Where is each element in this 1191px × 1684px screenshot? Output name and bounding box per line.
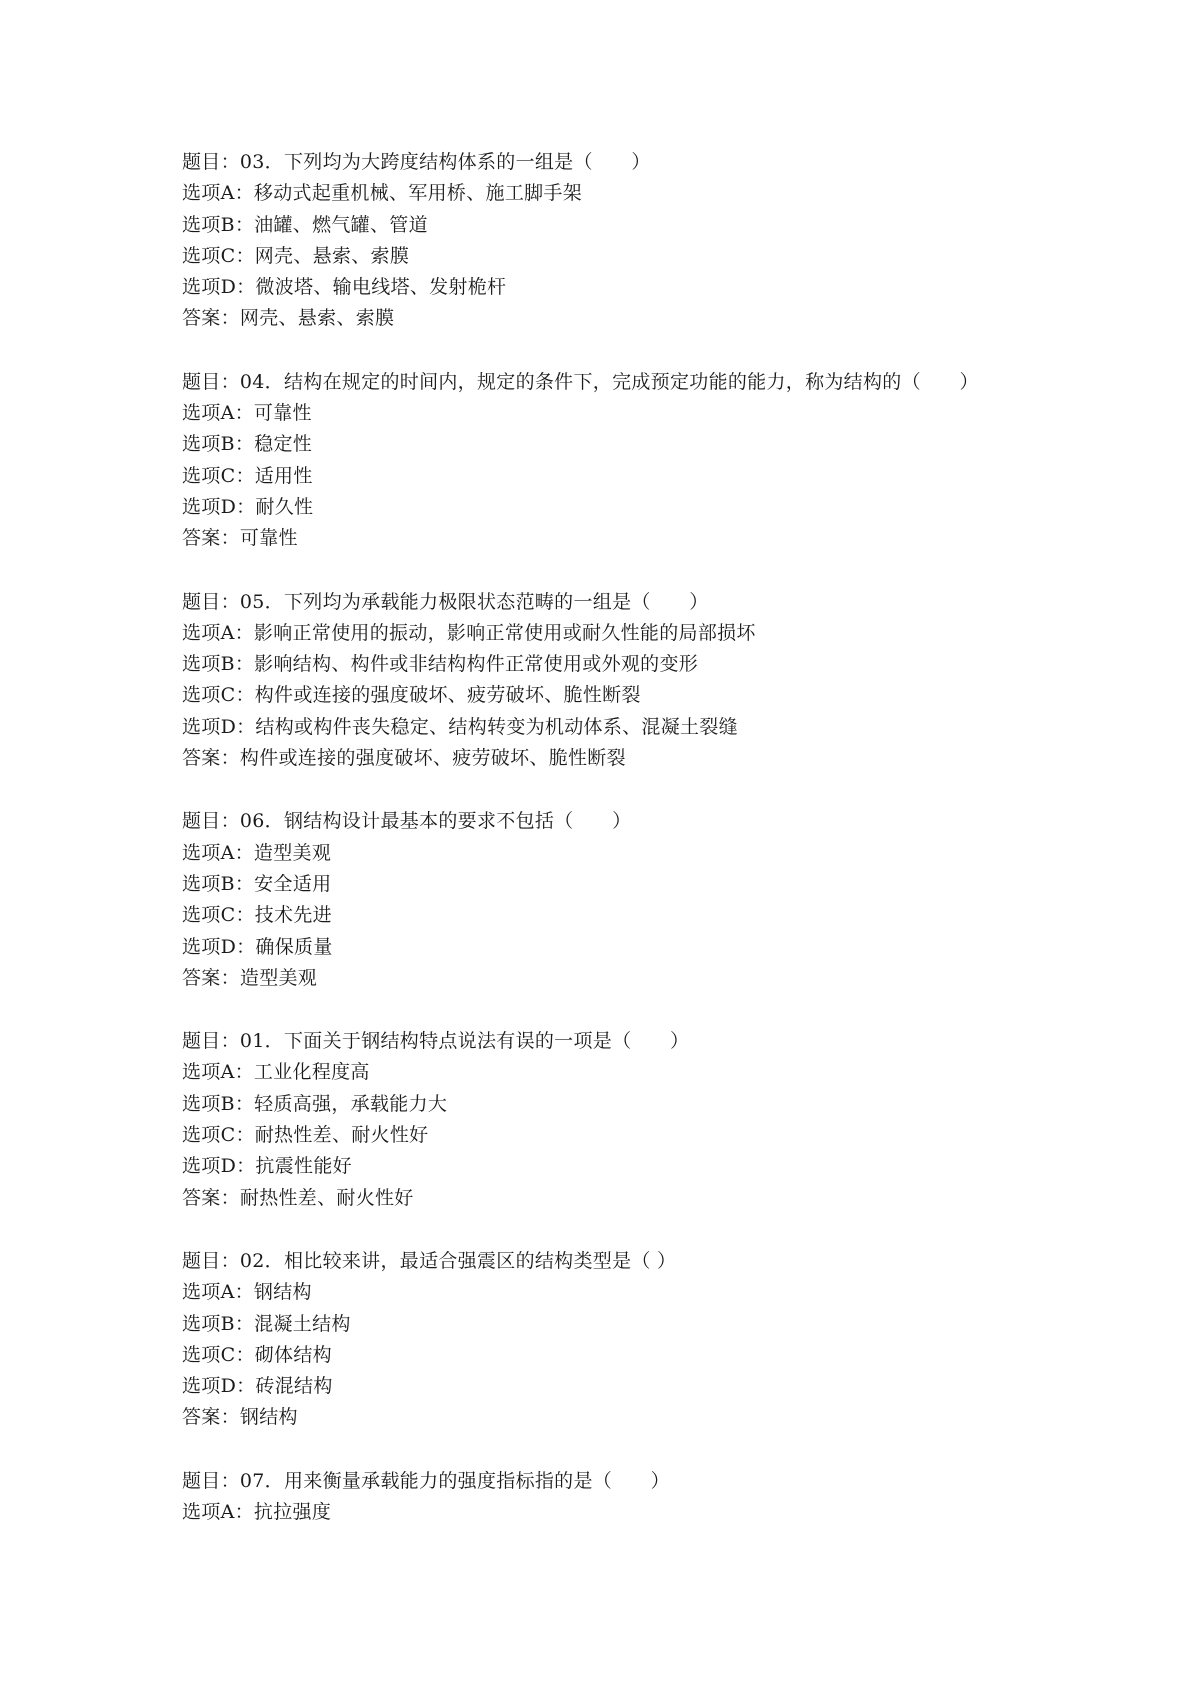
question-block — [182, 1246, 1082, 1434]
option-d: 选项D：确保质量 — [182, 935, 333, 958]
option-b: 选项B：安全适用 — [182, 872, 332, 895]
option-d: 选项D：砖混结构 — [182, 1375, 333, 1398]
question-block — [182, 1026, 1082, 1214]
option-b: 选项B：轻质高强，承载能力大 — [182, 1092, 448, 1115]
answer-line: 答案：耐热性差、耐火性好 — [182, 1186, 414, 1209]
option-a: 选项A：抗拉强度 — [182, 1500, 332, 1523]
question-stem: 题目：01．下面关于钢结构特点说法有误的一项是（ ） — [182, 1030, 690, 1053]
option-d: 选项D：结构或构件丧失稳定、结构转变为机动体系、混凝土裂缝 — [182, 715, 738, 738]
question-stem: 题目：07．用来衡量承载能力的强度指标指的是（ ） — [182, 1469, 670, 1492]
option-d: 选项D：耐久性 — [182, 495, 314, 518]
question-stem: 题目：06．钢结构设计最基本的要求不包括（ ） — [182, 810, 632, 833]
option-b: 选项B：油罐、燃气罐、管道 — [182, 213, 428, 236]
answer-line: 答案：构件或连接的强度破坏、疲劳破坏、脆性断裂 — [182, 747, 626, 770]
answer-line: 答案：造型美观 — [182, 966, 318, 989]
option-a: 选项A：移动式起重机械、军用桥、施工脚手架 — [182, 182, 583, 205]
option-d: 选项D：微波塔、输电线塔、发射桅杆 — [182, 276, 507, 299]
question-block — [182, 587, 1082, 775]
option-a: 选项A：钢结构 — [182, 1281, 312, 1304]
option-b: 选项B：稳定性 — [182, 433, 313, 456]
option-a: 选项A：影响正常使用的振动，影响正常使用或耐久性能的局部损坏 — [182, 621, 756, 644]
option-d: 选项D：抗震性能好 — [182, 1155, 352, 1178]
answer-line: 答案：可靠性 — [182, 527, 298, 550]
question-stem: 题目：04．结构在规定的时间内，规定的条件下，完成预定功能的能力，称为结构的（ ） — [182, 370, 979, 393]
answer-line: 答案：钢结构 — [182, 1406, 298, 1429]
answer-line: 答案：网壳、悬索、索膜 — [182, 307, 395, 330]
question-stem: 题目：02．相比较来讲，最适合强震区的结构类型是（ ） — [182, 1249, 677, 1272]
question-stem: 题目：03．下列均为大跨度结构体系的一组是（ ） — [182, 151, 651, 173]
question-block — [182, 367, 1082, 555]
option-c: 选项C：技术先进 — [182, 904, 332, 927]
option-b: 选项B：混凝土结构 — [182, 1312, 351, 1335]
option-a: 选项A：可靠性 — [182, 402, 312, 425]
option-c: 选项C：网壳、悬索、索膜 — [182, 244, 410, 267]
question-block — [182, 806, 1082, 994]
option-c: 选项C：耐热性差、耐火性好 — [182, 1124, 429, 1147]
question-list — [182, 147, 1082, 1560]
option-a: 选项A：造型美观 — [182, 841, 332, 864]
option-c: 选项C：构件或连接的强度破坏、疲劳破坏、脆性断裂 — [182, 684, 641, 707]
question-block — [182, 1466, 1082, 1529]
option-c: 选项C：适用性 — [182, 464, 313, 487]
question-block — [182, 147, 1082, 335]
option-a: 选项A：工业化程度高 — [182, 1061, 370, 1084]
question-stem: 题目：05．下列均为承载能力极限状态范畴的一组是（ ） — [182, 590, 709, 613]
option-c: 选项C：砌体结构 — [182, 1343, 332, 1366]
option-b: 选项B：影响结构、构件或非结构构件正常使用或外观的变形 — [182, 653, 699, 676]
